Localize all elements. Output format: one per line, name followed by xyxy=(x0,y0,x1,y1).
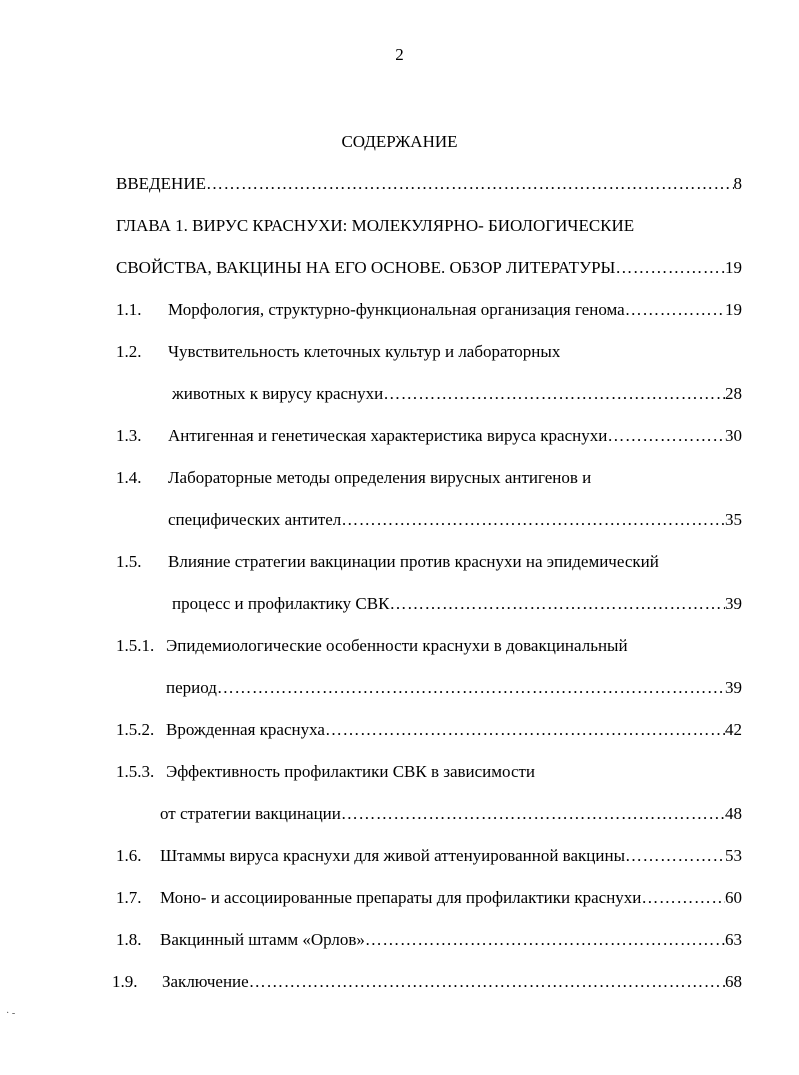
page-ref: 19 xyxy=(725,258,742,277)
section-number: 1.2. xyxy=(116,342,142,361)
section-number: 1.4. xyxy=(116,468,142,487)
toc-entry-chapter1: СВОЙСТВА, ВАКЦИНЫ НА ЕГО ОСНОВЕ. ОБЗОР ЛИТЕРАТУРЫ ………………………………………………………………………………………………………………………………………………………………………………………… 19 xyxy=(116,257,742,279)
page-ref: 35 xyxy=(725,510,742,529)
page-ref: 19 xyxy=(725,300,742,319)
toc-entry-1-8: Вакцинный штамм «Орлов» ………………………………………………………………………………………………………………………………………………………………………………………… 63 xyxy=(160,929,742,951)
section-text-line1: Эпидемиологические особенности краснухи в довакцинальный xyxy=(166,636,628,655)
toc-entry-1-6: Штаммы вируса краснухи для живой аттенуированной вакцины ………………………………………………………………………………………………………………………………………………………………………………………… 53 xyxy=(160,845,742,867)
toc-entry-1-4: специфических антител ………………………………………………………………………………………………………………………………………………………………………………………… 35 xyxy=(168,509,742,531)
page-ref: 42 xyxy=(725,720,742,739)
page-ref: 8 xyxy=(733,174,742,193)
scan-artifact: · - xyxy=(6,1008,16,1019)
toc-entry-1-3: Антигенная и генетическая характеристика вируса краснухи ………………………………………………………………………………………………………………………………………………………………………………………… 30 xyxy=(168,425,742,447)
toc-entry-1-5-2: Врожденная краснуха ………………………………………………………………………………………………………………………………………………………………………………………… 42 xyxy=(166,719,742,741)
toc-entry-1-5-3: от стратегии вакцинации ………………………………………………………………………………………………………………………………………………………………………………………… 48 xyxy=(160,803,742,825)
toc-entry-1-1: Морфология, структурно-функциональная организация генома ………………………………………………………………………………………………………………………………………………………………………………………… 19 xyxy=(168,299,742,321)
section-number: 1.8. xyxy=(116,930,142,949)
section-text-line1: Влияние стратегии вакцинации против краснухи на эпидемический xyxy=(168,552,659,571)
page-ref: 39 xyxy=(725,594,742,613)
page-ref: 60 xyxy=(725,888,742,907)
page-ref: 39 xyxy=(725,678,742,697)
page-ref: 53 xyxy=(725,846,742,865)
page-ref: 28 xyxy=(725,384,742,403)
section-text-line1: Чувствительность клеточных культур и лабораторных xyxy=(168,342,561,361)
section-text-line1: Лабораторные методы определения вирусных антигенов и xyxy=(168,468,592,487)
section-number: 1.6. xyxy=(116,846,142,865)
section-number: 1.9. xyxy=(112,972,138,991)
section-number: 1.7. xyxy=(116,888,142,907)
section-number: 1.5.1. xyxy=(116,636,155,655)
toc-title: СОДЕРЖАНИЕ xyxy=(341,132,458,151)
section-number: 1.3. xyxy=(116,426,142,445)
toc-entry-1-7: Моно- и ассоциированные препараты для профилактики краснухи ………………………………………………………………………………………………………………………………………………………………………………………… 60 xyxy=(160,887,742,909)
section-number: 1.5.3. xyxy=(116,762,155,781)
toc-entry-1-9: Заключение ………………………………………………………………………………………………………………………………………………………………………………………… 68 xyxy=(162,971,742,993)
page-ref: 63 xyxy=(725,930,742,949)
page-number: 2 xyxy=(395,45,404,64)
section-number: 1.5. xyxy=(116,552,142,571)
chapter-title-line1: ГЛАВА 1. ВИРУС КРАСНУХИ: МОЛЕКУЛЯРНО- БИОЛОГИЧЕСКИЕ xyxy=(116,216,635,235)
toc-entry-intro: ВВЕДЕНИЕ ………………………………………………………………………………………………………………………………………………………………………………………… 8 xyxy=(116,173,742,195)
page-ref: 30 xyxy=(725,426,742,445)
page-ref: 68 xyxy=(725,972,742,991)
section-number: 1.1. xyxy=(116,300,142,319)
toc-entry-1-2: животных к вирусу краснухи ………………………………………………………………………………………………………………………………………………………………………………………… 28 xyxy=(172,383,742,405)
toc-entry-1-5-1: период ………………………………………………………………………………………………………………………………………………………………………………………… 39 xyxy=(166,677,742,699)
section-number: 1.5.2. xyxy=(116,720,155,739)
page-ref: 48 xyxy=(725,804,742,823)
section-text-line1: Эффективность профилактики СВК в зависимости xyxy=(166,762,536,781)
toc-entry-1-5: процесс и профилактику СВК ………………………………………………………………………………………………………………………………………………………………………………………… 39 xyxy=(172,593,742,615)
